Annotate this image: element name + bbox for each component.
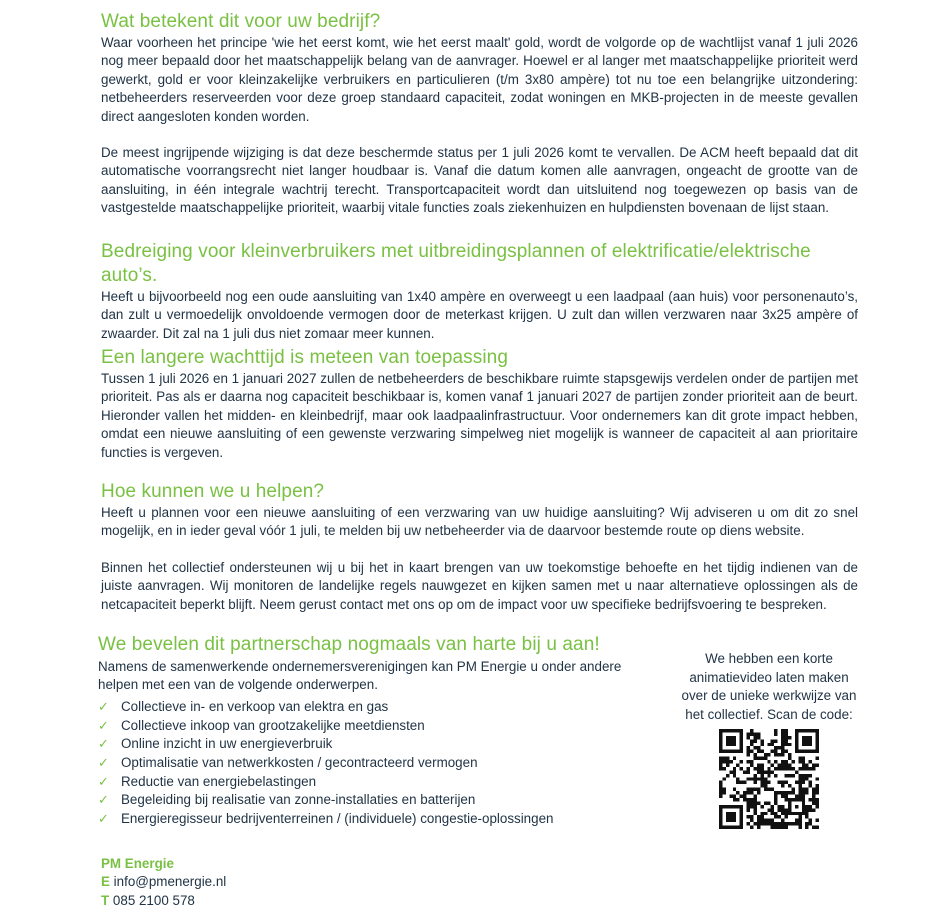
phone-label: T (101, 892, 110, 908)
list-item: ✓ Energieregisseur bedrijventerreinen / (individuele) congestie-oplossingen (98, 810, 658, 829)
checkmark-icon: ✓ (98, 792, 109, 808)
list-item: ✓ Online inzicht in uw energieverbruik (98, 735, 658, 754)
section-paragraph: Waar voorheen het principe 'wie het eerst komt, wie het eerst maalt' gold, wordt de volgorde op de wachtlijst vanaf 1 juli 2026 nog meer bepaald door het maatschappelijk belang van de aanvrager. Hoewel er al langer met maatschappelijke prioriteit werd gewerkt, gold er voor kleinzakelijke verbruikers en particulieren (t/m 3x80 ampère) tot nu toe een belangrijke uitzondering: netbeheerders reserveerden voor deze groep standaard capaciteit, zodat woningen en MKB-projecten in de meeste gevallen direct aangesloten konden worden. (101, 35, 858, 124)
section-impact (101, 10, 858, 218)
qr-code-icon[interactable] (719, 729, 819, 829)
contact-block (101, 855, 226, 910)
section-threat (101, 240, 858, 343)
section-heading: Een langere wachttijd is meteen van toepassing (101, 347, 509, 368)
list-item: ✓ Optimalisatie van netwerkkosten / gecontracteerd vermogen (98, 754, 658, 773)
section-paragraph: Heeft u plannen voor een nieuwe aansluiting of een verzwaring van uw huidige aansluiting? Wij adviseren u om dit zo snel mogelijk, en in ieder geval vóór 1 juli, te melden bij uw netbeheerder via de daarvoor bestemde route op diens website. (101, 505, 858, 539)
checkmark-icon: ✓ (98, 811, 109, 827)
checkmark-icon: ✓ (98, 773, 109, 789)
service-list (98, 698, 658, 829)
video-callout (678, 650, 860, 829)
section-waiting-time (101, 346, 858, 462)
list-item: ✓ Reductie van energiebelastingen (98, 773, 658, 792)
email-link[interactable]: info@pmenergie.nl (113, 874, 227, 890)
phone-link[interactable]: 085 2100 578 (112, 892, 195, 908)
partnership-intro: Namens de samenwerkende ondernemersverenigingen kan PM Energie u onder andere helpen met een van de volgende onderwerpen. (98, 659, 622, 693)
email-line (101, 873, 226, 891)
section-heading: Wat betekent dit voor uw bedrijf? (101, 11, 381, 32)
section-paragraph: Tussen 1 juli 2026 en 1 januari 2027 zullen de netbeheerders de beschikbare ruimte stapsgewijs verdelen onder de partijen met prioriteit. Pas als er daarna nog capaciteit beschikbaar is, komen vanaf 1 januari 2027 de partijen zonder prioriteit aan de beurt. Hieronder vallen het midden- en kleinbedrijf, maar ook laadpaalinfrastructuur. Voor ondernemers kan dit grote impact hebben, omdat een nieuwe aansluiting of een gewenste verzwaring simpelweg niet mogelijk is wanneer de capaciteit al aan prioritaire functies is vergeven. (101, 371, 858, 460)
phone-line (101, 892, 226, 910)
list-item: ✓ Collectieve inkoop van grootzakelijke meetdiensten (98, 717, 658, 736)
checkmark-icon: ✓ (98, 754, 109, 770)
checkmark-icon: ✓ (98, 698, 109, 714)
list-item: ✓ Collectieve in- en verkoop van elektra en gas (98, 698, 658, 717)
section-paragraph: Heeft u bijvoorbeeld nog een oude aansluiting van 1x40 ampère en overweegt u een laadpaal (aan huis) voor personenauto’s, dan zult u vermoedelijk onvoldoende vermogen door de meterkast krijgen. U zult dan willen verzwaren naar 3x25 ampère of zwaarder. Dit zal na 1 juli dus niet zomaar meer kunnen. (101, 289, 858, 341)
section-paragraph: Binnen het collectief ondersteunen wij u bij het in kaart brengen van uw toekomstige behoefte en het tijdig indienen van de juiste aanvragen. Wij monitoren de landelijke regels nauwgezet en kijken samen met u naar alternatieve oplossingen als de netcapaciteit beperkt blijft. Neem gerust contact met ons op om de impact voor uw specifieke bedrijfsvoering te bespreken. (101, 559, 858, 612)
checkmark-icon: ✓ (98, 736, 109, 752)
list-item: ✓ Begeleiding bij realisatie van zonne-installaties en batterijen (98, 791, 658, 810)
company-name: PM Energie (101, 856, 174, 871)
partnership-section (98, 633, 658, 829)
partnership-heading: We bevelen dit partnerschap nogmaals van harte bij u aan! (98, 634, 600, 655)
checkmark-icon: ✓ (98, 717, 109, 733)
section-paragraph: De meest ingrijpende wijziging is dat deze beschermde status per 1 juli 2026 komt te vervallen. De ACM heeft bepaald dat dit automatische voorrangsrecht niet langer houdbaar is. Vanaf die datum komen alle aanvragen, ongeacht de grootte van de aansluiting, in één integrale wachtrij terecht. Transportcapaciteit wordt dan uitsluitend nog toegewezen op basis van de vastgestelde maatschappelijke prioriteit, waarbij vitale functies zoals ziekenhuizen en hulpdiensten bovenaan de lijst staan. (101, 145, 858, 216)
email-label: E (101, 874, 110, 890)
section-heading: Hoe kunnen we u helpen? (101, 481, 325, 502)
video-text: We hebben een korte animatievideo laten maken over de unieke werkwijze van het collectief. Scan de code: (681, 651, 857, 722)
section-heading: Bedreiging voor kleinverbruikers met uitbreidingsplannen of elektrificatie/elektrische auto’s. (101, 241, 811, 286)
section-help (101, 480, 858, 614)
